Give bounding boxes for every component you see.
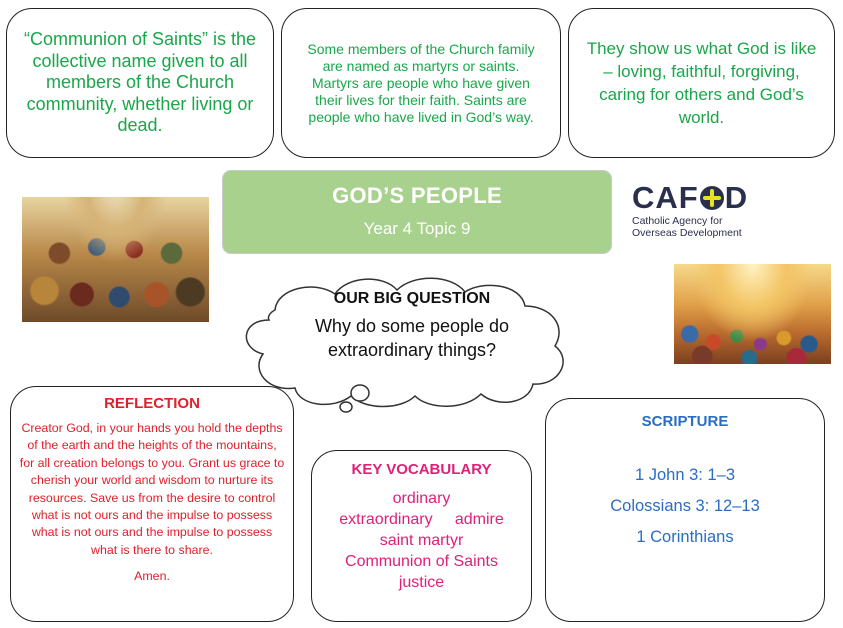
reflection-box [10, 386, 294, 622]
reflection-heading: REFLECTION [104, 395, 200, 412]
cafod-wordmark [632, 182, 772, 213]
crowd-of-people-image [674, 264, 831, 364]
thought-bubble-large [351, 385, 369, 401]
big-question-heading: OUR BIG QUESTION [333, 290, 491, 307]
cafod-word-start: CAF [632, 180, 699, 215]
communion-of-saints-box [6, 8, 274, 158]
vocabulary-line: Communion of Saints [345, 553, 498, 570]
cafod-tagline-2: Overseas Development [632, 227, 742, 239]
topic-subtitle: Year 4 Topic 9 [363, 219, 471, 238]
vocabulary-line: extraordinary admire [339, 511, 504, 528]
god-is-like-box [568, 8, 835, 158]
scripture-ref: 1 John 3: 1–3 [635, 466, 735, 484]
thought-bubble-small [340, 402, 352, 412]
god-is-like-text: They show us what God is like – loving, faithful, forgiving, caring for others and God’s world. [586, 39, 817, 127]
saints-dome-image [22, 197, 209, 322]
scripture-box [545, 398, 825, 622]
cross-icon [700, 186, 724, 210]
key-vocabulary-box [311, 450, 532, 622]
scripture-ref: 1 Corinthians [636, 528, 734, 546]
vocabulary-line: ordinary [392, 490, 451, 507]
cafod-tagline-1: Catholic Agency for [632, 215, 723, 227]
cafod-logo [632, 182, 772, 242]
vocabulary-line: justice [398, 574, 445, 591]
big-question-text: Why do some people do extraordinary things? [314, 316, 510, 360]
vocabulary-heading: KEY VOCABULARY [351, 461, 492, 478]
scripture-ref: Colossians 3: 12–13 [610, 497, 760, 515]
topic-title: GOD’S PEOPLE [332, 183, 502, 208]
reflection-prayer: Creator God, in your hands you hold the depths of the earth and the heights of the mountains, for all creation belongs to you. Grant us grace to cherish your world and wisdom to nurture its resources. Save us from the desire to control what is not ours and the impulse to possess what is not ours and the impulse to possess what is there to share. [19, 421, 285, 557]
vocabulary-line: saint martyr [379, 532, 464, 549]
scripture-heading: SCRIPTURE [641, 413, 729, 430]
topic-banner [222, 170, 612, 254]
martyrs-saints-text: Some members of the Church family are named as martyrs or saints. Martyrs are people who have given their lives for their faith. Saints are people who have lived in God’s way. [307, 40, 535, 125]
big-question [262, 290, 562, 362]
reflection-amen: Amen. [134, 569, 170, 584]
communion-of-saints-text: “Communion of Saints” is the collective name given to all members of the Church community, whether living or dead. [23, 29, 257, 136]
martyrs-saints-box [281, 8, 561, 158]
cafod-word-end: D [724, 180, 749, 215]
